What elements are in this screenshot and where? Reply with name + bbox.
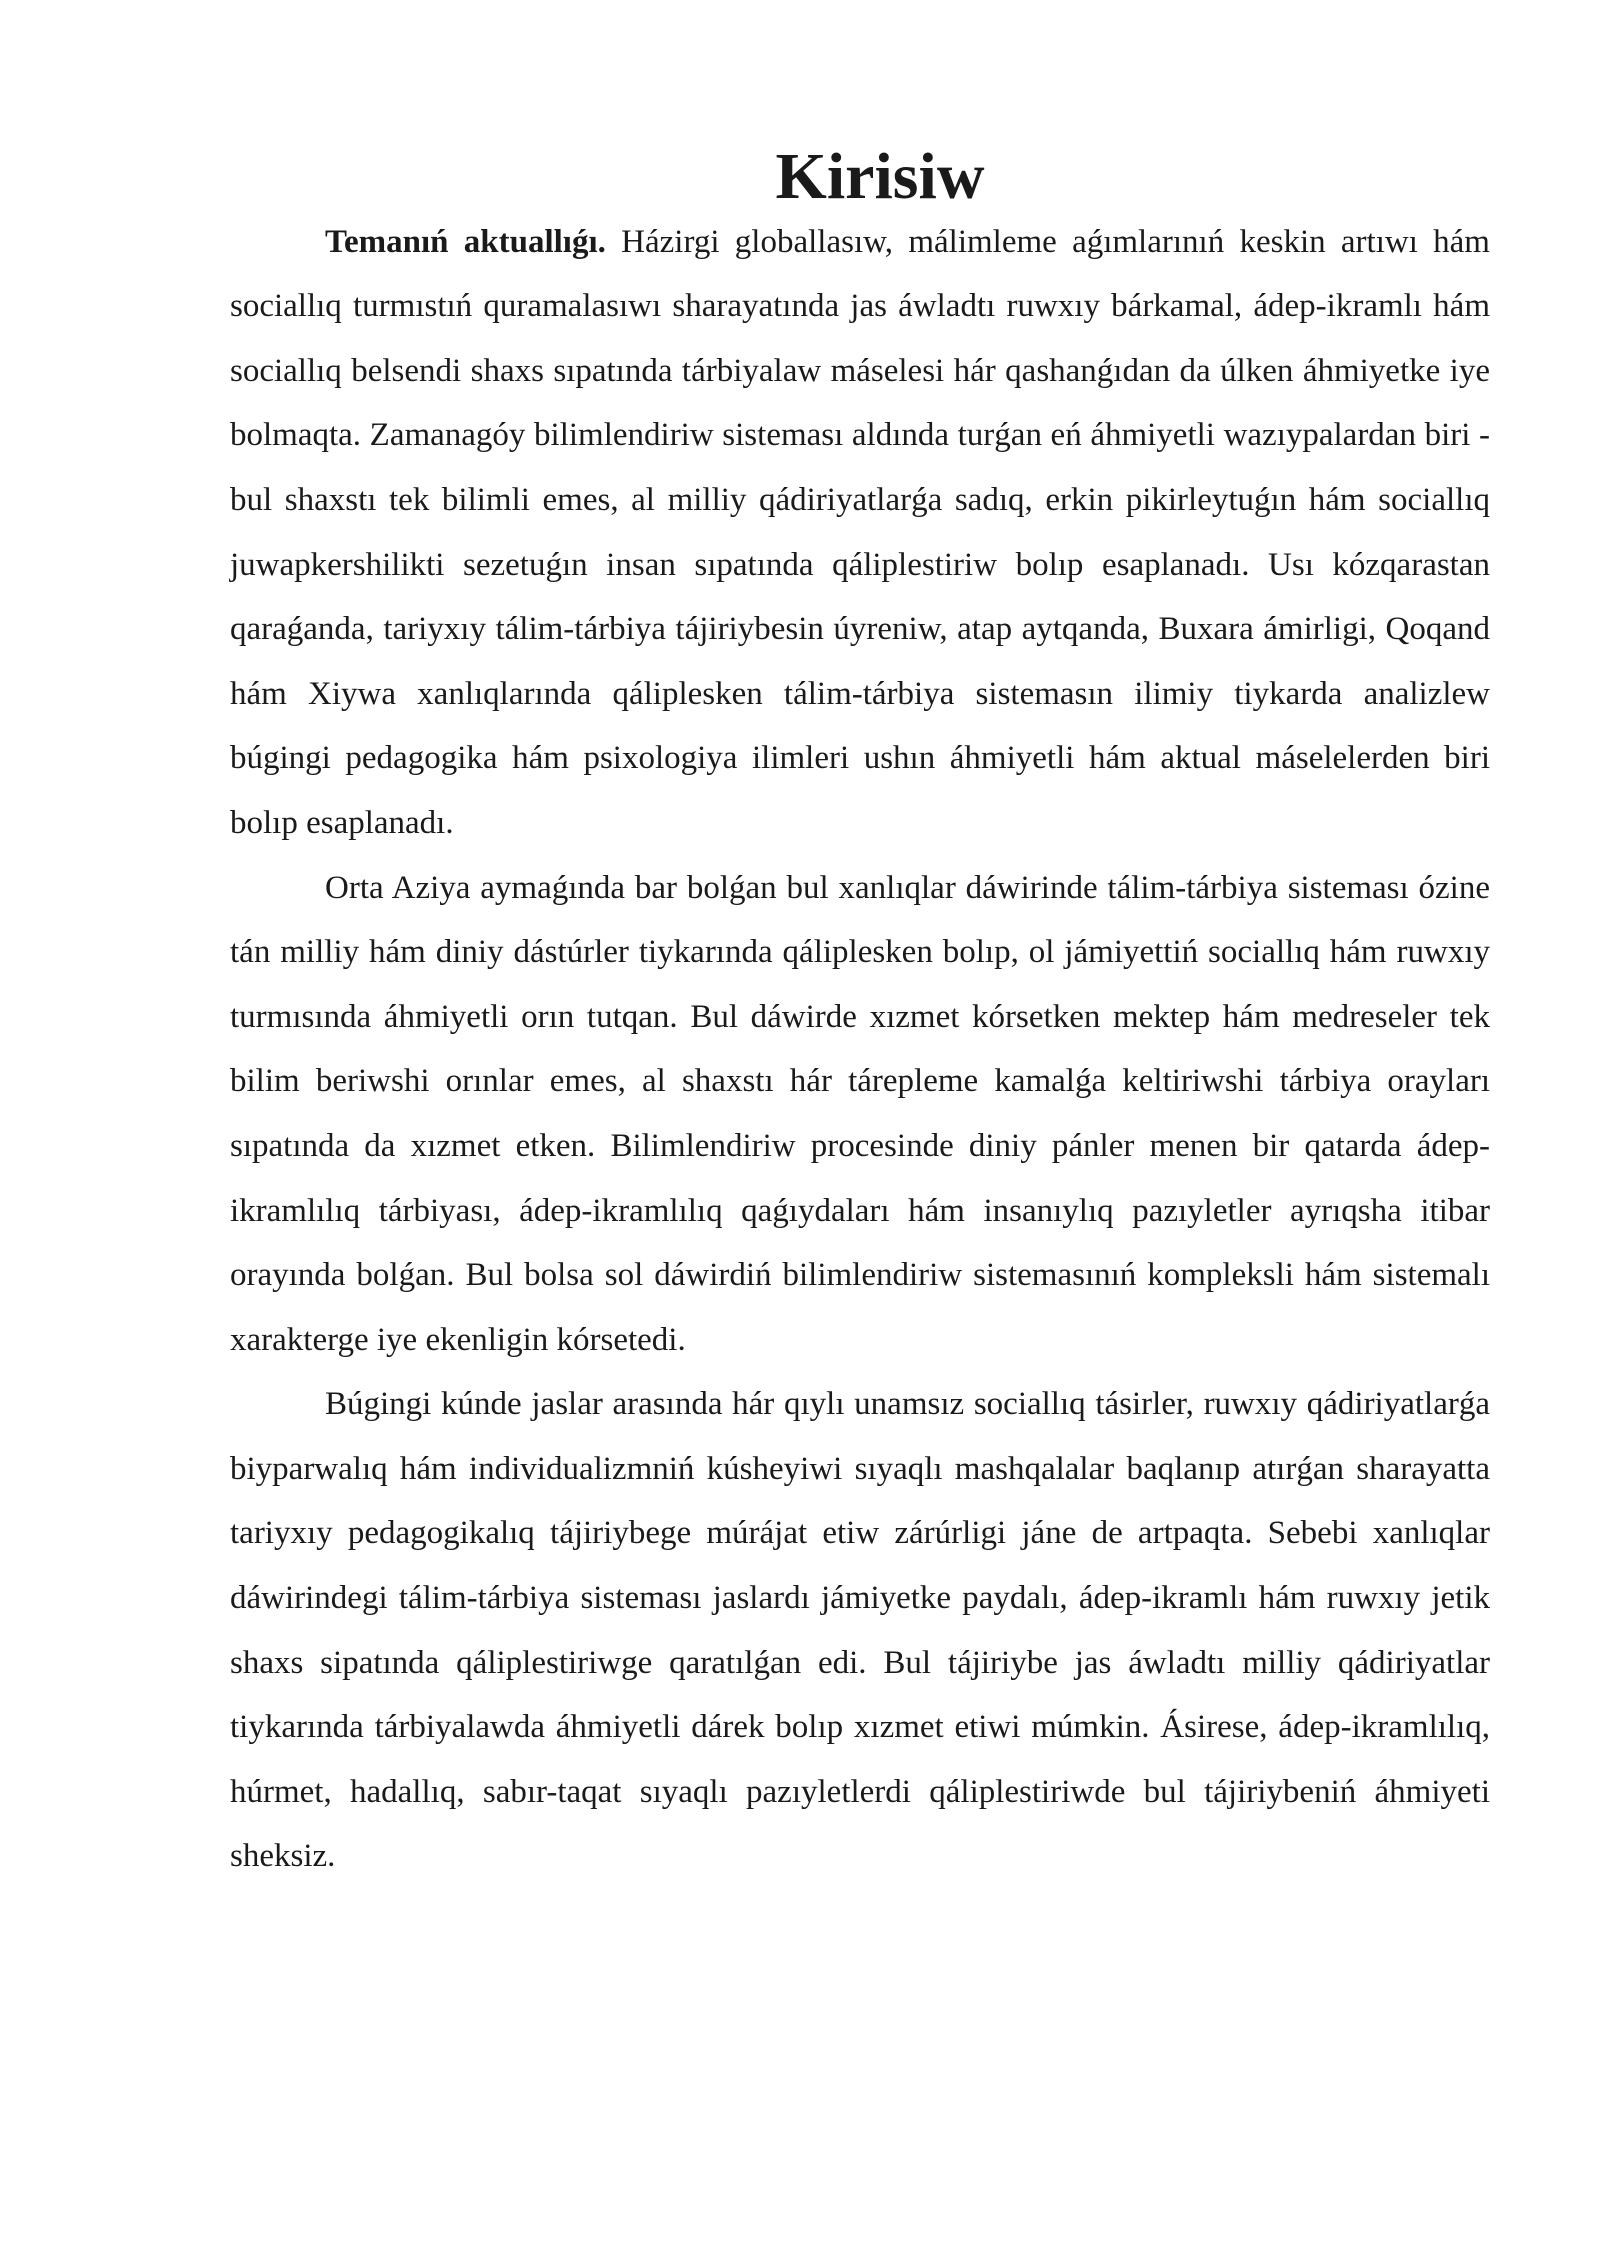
paragraph-text: Orta Aziya aymaǵında bar bolǵan bul xanlıqlar dáwirinde tálim-tárbiya sisteması ózine tán milliy hám diniy dástúrler tiykarında qáliplesken bolıp, ol jámiyettiń sociallıq hám ruwxıy turmısında áhmiyetli orın tutqan. Bul dáwirde xızmet kórsetken mektep hám medreseler tek bilim beriwshi orınlar emes, al shaxstı hár tárepleme kamalǵa keltiriwshi tárbiya orayları sıpatında da xızmet etken. Bilimlendiriw procesinde diniy pánler menen bir qatarda ádep-ikramlılıq tárbiyası, ádep-ikramlılıq qaǵıydaları hám insanıylıq pazıyletler ayrıqsha itibar orayında bolǵan. Bul bolsa sol dáwirdiń bilimlendiriw sistemasınıń kompleksli hám sistemalı xarakterge iye ekenligin kórsetedi. xyxy=(230,869,1490,1358)
paragraph-relevance xyxy=(230,210,1490,856)
document-title: Kirisiw xyxy=(775,140,985,213)
document-page xyxy=(230,140,1490,1889)
paragraph-central-asia xyxy=(230,856,1490,1373)
paragraph-today xyxy=(230,1372,1490,1889)
paragraph-lead-heading: Temanıń aktuallıǵı. xyxy=(325,223,606,260)
paragraph-text: Búgingi kúnde jaslar arasında hár qıylı unamsız sociallıq tásirler, ruwxıy qádiriyatlarǵa biyparwalıq hám individualizmniń kúsheyiwi sıyaqlı mashqalalar baqlanıp atırǵan sharayatta tariyxıy pedagogikalıq tájiriybege múrájat etiw zárúrligi jáne de artpaqta. Sebebi xanlıqlar dáwirindegi tálim-tárbiya sisteması jaslardı jámiyetke paydalı, ádep-ikramlı hám ruwxıy jetik shaxs sipatında qáliplestiriwge qaratılǵan edi. Bul tájiriybe jas áwladtı milliy qádiriyatlar tiykarında tárbiyalawda áhmiyetli dárek bolıp xızmet etiwi múmkin. Ásirese, ádep-ikramlılıq, húrmet, hadallıq, sabır-taqat sıyaqlı pazıyletlerdi qáliplestiriwde bul tájiriybeniń áhmiyeti sheksiz. xyxy=(230,1386,1490,1875)
paragraph-text: Házirgi globallasıw, málimleme aǵımlarınıń keskin artıwı hám sociallıq turmıstıń quramalasıwı sharayatında jas áwladtı ruwxıy bárkamal, ádep-ikramlı hám sociallıq belsendi shaxs sıpatında tárbiyalaw máselesi hár qashanǵıdan da úlken áhmiyetke iye bolmaqta. Zamanagóy bilimlendiriw sisteması aldında turǵan eń áhmiyetli wazıypalardan biri - bul shaxstı tek bilimli emes, al milliy qádiriyatlarǵa sadıq, erkin pikirleytuǵın hám sociallıq juwapkershilikti sezetuǵın insan sıpatında qáliplestiriw bolıp esaplanadı. Usı kózqarastan qaraǵanda, tariyxıy tálim-tárbiya tájiriybesin úyreniw, atap aytqanda, Buxara ámirligi, Qoqand hám Xiywa xanlıqlarında qáliplesken tálim-tárbiya sistemasın ilimiy tiykarda analizlew búgingi pedagogika hám psixologiya ilimleri ushın áhmiyetli hám aktual máselelerden biri bolıp esaplanadı. xyxy=(230,223,1490,841)
